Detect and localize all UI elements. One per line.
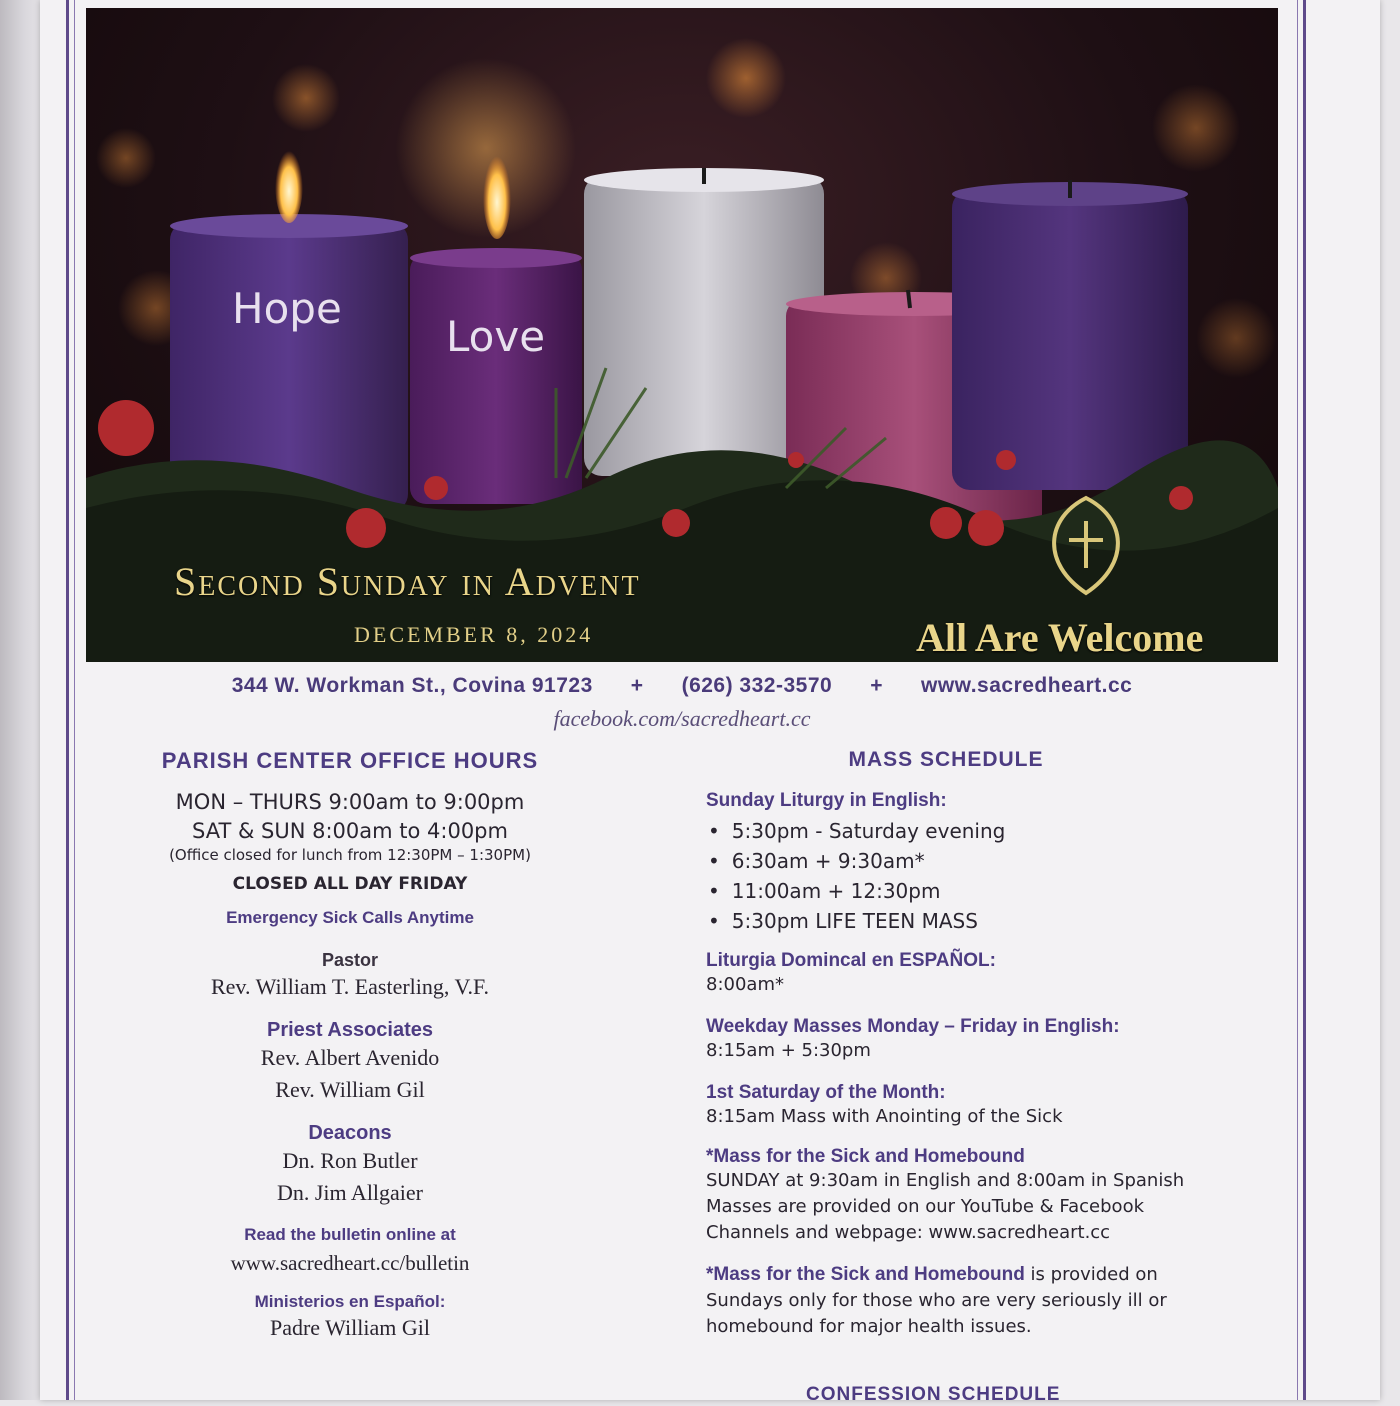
list-item: • 5:30pm - Saturday evening (706, 816, 1286, 846)
associate-name: Rev. William Gil (275, 1077, 425, 1102)
sick-homebound-note-line: Sundays only for those who are very seriously ill or (706, 1290, 1167, 1311)
welcome-tagline: All Are Welcome (916, 615, 1204, 660)
pastor-label: Pastor (321, 950, 379, 970)
candle-label-hope: Hope (232, 284, 342, 333)
confession-schedule-heading: CONFESSION SCHEDULE (806, 1384, 1061, 1405)
hours-weekday: MON – THURS 9:00am to 9:00pm (175, 790, 525, 814)
pastor-name: Rev. William T. Easterling, V.F. (210, 974, 490, 999)
sick-homebound-line: SUNDAY at 9:30am in English and 8:00am in Spanish (706, 1170, 1185, 1191)
closed-friday: CLOSED ALL DAY FRIDAY (232, 874, 468, 894)
sick-homebound-line: Masses are provided on our YouTube & Facebook (706, 1196, 1145, 1217)
associate-name: Rev. Albert Avenido (260, 1045, 440, 1070)
sick-homebound-note-line: homebound for major health issues. (706, 1316, 1032, 1337)
list-item: • 5:30pm LIFE TEEN MASS (706, 906, 1286, 936)
advent-banner (86, 8, 1278, 662)
associates-label: Priest Associates (266, 1019, 433, 1041)
mass-schedule-heading: MASS SCHEDULE (848, 748, 1044, 771)
weekday-masses-label: Weekday Masses Monday – Friday in English: (706, 1016, 1120, 1037)
office-info-column (120, 748, 580, 1344)
website-link[interactable]: www.sacredheart.cc (920, 674, 1133, 697)
spanish-ministries-name: Padre William Gil (269, 1315, 430, 1340)
spanish-liturgy-time: 8:00am* (706, 974, 784, 995)
sick-homebound-note-label: *Mass for the Sick and Homebound (706, 1264, 1025, 1285)
office-hours-heading: PARISH CENTER OFFICE HOURS (161, 748, 539, 773)
spanish-ministries-label: Ministerios en Español: (254, 1292, 446, 1311)
spanish-liturgy-label: Liturgia Domincal en ESPAÑOL: (706, 950, 996, 971)
candle-label-love: Love (446, 312, 546, 361)
phone-number: (626) 332-3570 (681, 674, 833, 697)
bulletin-link[interactable]: www.sacredheart.cc/bulletin (230, 1251, 470, 1275)
hours-weekend: SAT & SUN 8:00am to 4:00pm (192, 819, 508, 843)
deacon-name: Dn. Jim Allgaier (276, 1180, 424, 1205)
deacons-label: Deacons (308, 1122, 392, 1144)
sunday-liturgy-label: Sunday Liturgy in English: (706, 790, 947, 811)
paper-edge (0, 0, 40, 1400)
emergency-calls: Emergency Sick Calls Anytime (226, 908, 474, 927)
banner-date: DECEMBER 8, 2024 (354, 622, 594, 647)
contact-line (86, 674, 1278, 698)
sick-homebound-label: *Mass for the Sick and Homebound (706, 1146, 1025, 1167)
lunch-note: (Office closed for lunch from 12:30PM – 1:30PM) (169, 846, 531, 864)
weekday-masses-time: 8:15am + 5:30pm (706, 1040, 871, 1061)
first-saturday-text: 8:15am Mass with Anointing of the Sick (706, 1106, 1063, 1127)
list-item: • 11:00am + 12:30pm (706, 876, 1286, 906)
sick-homebound-note (706, 1262, 1286, 1288)
banner-title: Second Sunday in Advent (174, 559, 641, 604)
facebook-link[interactable]: facebook.com/sacredheart.cc (553, 706, 811, 731)
sick-homebound-note-rest: is provided on (1024, 1264, 1158, 1285)
first-saturday-label: 1st Saturday of the Month: (706, 1082, 946, 1103)
deacon-name: Dn. Ron Butler (282, 1148, 418, 1173)
address: 344 W. Workman St., Covina 91723 (231, 674, 593, 697)
bulletin-label: Read the bulletin online at (244, 1225, 456, 1244)
sick-homebound-line: Channels and webpage: www.sacredheart.cc (706, 1222, 1111, 1243)
separator: + (870, 674, 883, 697)
list-item: • 6:30am + 9:30am* (706, 846, 1286, 876)
bleed-through-text (620, 940, 625, 963)
separator: + (630, 674, 644, 697)
sunday-times-list (706, 816, 1286, 936)
mass-schedule-column (706, 748, 1286, 1340)
